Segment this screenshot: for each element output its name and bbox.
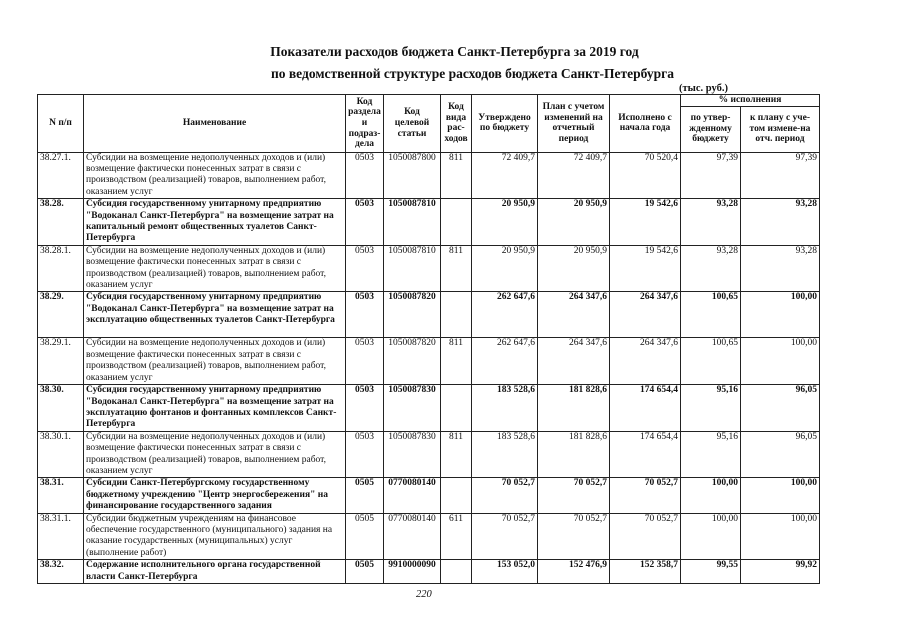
row-plan: 264 347,6 (538, 292, 610, 338)
row-number: 38.31. (38, 478, 84, 513)
row-target-code: 1050087800 (384, 152, 441, 199)
row-target-code: 1050087820 (384, 292, 441, 338)
row-approved: 153 052,0 (472, 560, 538, 584)
row-pct-approved: 97,39 (681, 152, 741, 199)
row-target-code: 1050087810 (384, 245, 441, 292)
row-pct-approved: 93,28 (681, 245, 741, 292)
row-name: Субсидии на возмещение недополученных доходов и (или) возмещение фактически понесенных затрат в связи с производством (реализацией) товаров, выполнением работ, оказанием услуг (84, 245, 346, 292)
row-executed: 264 347,6 (610, 292, 681, 338)
row-name: Субсидия государственному унитарному предприятию "Водоканал Санкт-Петербурга" на возмещение затрат на эксплуатацию фонтанов и фонтанных комплексов Санкт-Петербурга (84, 385, 346, 432)
row-number: 38.29.1. (38, 338, 84, 385)
row-kind-code (441, 385, 472, 432)
row-name: Содержание исполнительного органа государственной власти Санкт-Петербурга (84, 560, 346, 584)
row-section-code: 0505 (346, 560, 384, 584)
table-row (38, 152, 820, 199)
table-row (38, 513, 820, 560)
row-pct-plan: 93,28 (741, 199, 820, 246)
row-approved: 183 528,6 (472, 431, 538, 478)
row-target-code: 1050087830 (384, 385, 441, 432)
row-executed: 152 358,7 (610, 560, 681, 584)
header-executed: Исполнено с начала года (610, 95, 681, 153)
header-section: Код раздела и подраз-дела (346, 95, 384, 153)
row-pct-approved: 99,55 (681, 560, 741, 584)
table-row (38, 338, 820, 385)
row-target-code: 9910000090 (384, 560, 441, 584)
row-approved: 72 409,7 (472, 152, 538, 199)
row-pct-approved: 100,00 (681, 513, 741, 560)
table-row (38, 560, 820, 584)
row-kind-code: 811 (441, 338, 472, 385)
row-pct-plan: 100,00 (741, 513, 820, 560)
row-executed: 264 347,6 (610, 338, 681, 385)
row-number: 38.28.1. (38, 245, 84, 292)
row-pct-plan: 96,05 (741, 431, 820, 478)
row-kind-code (441, 478, 472, 513)
row-approved: 20 950,9 (472, 245, 538, 292)
row-number: 38.31.1. (38, 513, 84, 560)
row-executed: 19 542,6 (610, 245, 681, 292)
units-label: (тыс. руб.) (679, 83, 728, 94)
header-num: N п/п (38, 95, 84, 153)
row-number: 38.29. (38, 292, 84, 338)
row-target-code: 0770080140 (384, 478, 441, 513)
row-executed: 70 052,7 (610, 478, 681, 513)
row-number: 38.32. (38, 560, 84, 584)
row-section-code: 0503 (346, 152, 384, 199)
row-plan: 70 052,7 (538, 513, 610, 560)
page-number: 220 (416, 589, 432, 600)
header-kind: Код вида рас-ходов (441, 95, 472, 153)
row-number: 38.27.1. (38, 152, 84, 199)
row-plan: 152 476,9 (538, 560, 610, 584)
row-pct-approved: 100,00 (681, 478, 741, 513)
row-target-code: 0770080140 (384, 513, 441, 560)
row-pct-approved: 95,16 (681, 385, 741, 432)
table-row (38, 199, 820, 246)
row-section-code: 0503 (346, 245, 384, 292)
header-pct-group: % исполнения (681, 95, 820, 107)
row-approved: 70 052,7 (472, 513, 538, 560)
row-target-code: 1050087810 (384, 199, 441, 246)
row-section-code: 0503 (346, 292, 384, 338)
row-number: 38.28. (38, 199, 84, 246)
header-pct-plan: к плану с уче-том измене-на отч. период (741, 106, 820, 152)
row-target-code: 1050087830 (384, 431, 441, 478)
table-row (38, 431, 820, 478)
header-approved: Утверждено по бюджету (472, 95, 538, 153)
header-plan: План с учетом изменений на отчетный период (538, 95, 610, 153)
budget-table (37, 94, 820, 584)
row-approved: 183 528,6 (472, 385, 538, 432)
row-pct-approved: 95,16 (681, 431, 741, 478)
row-pct-plan: 100,00 (741, 478, 820, 513)
table-body (38, 152, 820, 583)
row-name: Субсидия государственному унитарному предприятию "Водоканал Санкт-Петербурга" на возмещение затрат на эксплуатацию общественных туалетов Санкт-Петербурга (84, 292, 346, 338)
row-pct-approved: 100,65 (681, 292, 741, 338)
row-name: Субсидии на возмещение недополученных доходов и (или) возмещение фактически понесенных затрат в связи с производством (реализацией) товаров, выполнением работ, оказанием услуг (84, 431, 346, 478)
row-kind-code (441, 560, 472, 584)
row-kind-code: 811 (441, 152, 472, 199)
header-name: Наименование (84, 95, 346, 153)
row-approved: 262 647,6 (472, 292, 538, 338)
row-kind-code: 811 (441, 245, 472, 292)
document-title: Показатели расходов бюджета Санкт-Петербурга за 2019 год (270, 44, 639, 59)
row-plan: 181 828,6 (538, 431, 610, 478)
row-name: Субсидия государственному унитарному предприятию "Водоканал Санкт-Петербурга" на возмещение затрат на капитальный ремонт общественных туалетов Санкт-Петербурга (84, 199, 346, 246)
row-section-code: 0505 (346, 478, 384, 513)
row-pct-plan: 96,05 (741, 385, 820, 432)
row-plan: 72 409,7 (538, 152, 610, 199)
row-section-code: 0503 (346, 385, 384, 432)
table-row (38, 245, 820, 292)
row-kind-code (441, 199, 472, 246)
row-pct-plan: 97,39 (741, 152, 820, 199)
header-target: Код целевой статьи (384, 95, 441, 153)
row-plan: 181 828,6 (538, 385, 610, 432)
row-plan: 20 950,9 (538, 199, 610, 246)
row-executed: 174 654,4 (610, 431, 681, 478)
row-name: Субсидии на возмещение недополученных доходов и (или) возмещение фактически понесенных затрат в связи с производством (реализацией) товаров, выполнением работ, оказанием услуг (84, 152, 346, 199)
row-kind-code: 611 (441, 513, 472, 560)
header-pct-approved: по утвер-жденному бюджету (681, 106, 741, 152)
row-pct-plan: 100,00 (741, 338, 820, 385)
row-number: 38.30. (38, 385, 84, 432)
table-header (38, 95, 820, 153)
row-kind-code: 811 (441, 431, 472, 478)
row-number: 38.30.1. (38, 431, 84, 478)
row-pct-plan: 100,00 (741, 292, 820, 338)
row-approved: 70 052,7 (472, 478, 538, 513)
row-plan: 20 950,9 (538, 245, 610, 292)
row-executed: 70 520,4 (610, 152, 681, 199)
row-pct-plan: 93,28 (741, 245, 820, 292)
row-name: Субсидии бюджетным учреждениям на финансовое обеспечение государственного (муниципального) задания на оказание государственных (муниципальных) услуг (выполнение работ) (84, 513, 346, 560)
row-pct-approved: 93,28 (681, 199, 741, 246)
table-row (38, 385, 820, 432)
row-plan: 264 347,6 (538, 338, 610, 385)
row-pct-approved: 100,65 (681, 338, 741, 385)
document-subtitle: по ведомственной структуре расходов бюджета Санкт-Петербурга (270, 66, 675, 81)
row-name: Субсидии на возмещение недополученных доходов и (или) возмещение фактически понесенных затрат в связи с производством (реализацией) товаров, выполнением работ, оказанием услуг (84, 338, 346, 385)
row-target-code: 1050087820 (384, 338, 441, 385)
table-row (38, 292, 820, 338)
row-approved: 262 647,6 (472, 338, 538, 385)
row-section-code: 0503 (346, 338, 384, 385)
row-name: Субсидии Санкт-Петербургскому государственному бюджетному учреждению "Центр энергосбережения" на финансирование государственного задания (84, 478, 346, 513)
row-kind-code (441, 292, 472, 338)
row-section-code: 0505 (346, 513, 384, 560)
row-plan: 70 052,7 (538, 478, 610, 513)
row-executed: 174 654,4 (610, 385, 681, 432)
row-executed: 70 052,7 (610, 513, 681, 560)
row-pct-plan: 99,92 (741, 560, 820, 584)
table-row (38, 478, 820, 513)
row-section-code: 0503 (346, 431, 384, 478)
row-approved: 20 950,9 (472, 199, 538, 246)
row-section-code: 0503 (346, 199, 384, 246)
row-executed: 19 542,6 (610, 199, 681, 246)
